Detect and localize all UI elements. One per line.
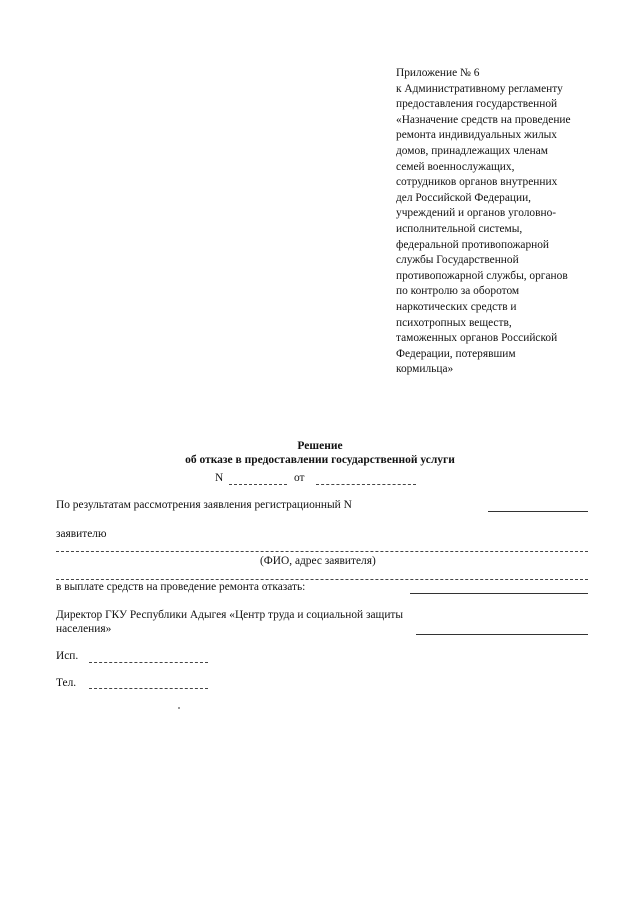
appendix-line: домов, принадлежащих членам <box>396 144 548 157</box>
document-title: Решение <box>297 440 343 452</box>
fio-caption: (ФИО, адрес заявителя) <box>260 555 376 567</box>
appendix-line: наркотических средств и <box>396 300 517 313</box>
refusal-text: в выплате средств на проведение ремонта отказать: <box>56 581 306 593</box>
appendix-line: к Административному регламенту <box>396 82 563 95</box>
scan-speck <box>178 707 180 709</box>
appendix-line: ремонта индивидуальных жилых <box>396 129 557 142</box>
appendix-line: психотропных веществ, <box>396 316 512 329</box>
appendix-line: противопожарной службы, органов <box>396 269 568 282</box>
phone-label: Тел. <box>56 677 77 689</box>
appendix-line: Приложение № 6 <box>396 67 480 79</box>
appendix-line: службы Государственной <box>396 254 519 267</box>
appendix-line: сотрудников органов внутренних <box>396 176 558 189</box>
executor-label: Исп. <box>56 650 79 662</box>
appendix-line: предоставления государственной <box>396 98 558 111</box>
appendix-line: семей военнослужащих, <box>396 160 515 173</box>
number-label: N <box>215 472 224 484</box>
number-blank <box>229 484 287 485</box>
phone-blank <box>89 688 208 689</box>
director-text-continued: населения» <box>56 623 112 635</box>
applicant-blank <box>56 551 588 552</box>
director-text: Директор ГКУ Республики Адыгея «Центр труда и социальной защиты <box>56 609 404 621</box>
registration-number-blank <box>488 511 588 512</box>
date-blank <box>316 484 416 485</box>
results-text: По результатам рассмотрения заявления регистрационный N <box>56 499 352 511</box>
appendix-line: по контролю за оборотом <box>396 285 520 298</box>
refusal-reason-blank <box>410 593 588 594</box>
appendix-line: таможенных органов Российской <box>396 332 558 345</box>
appendix-block <box>396 66 596 378</box>
document-subtitle: об отказе в предоставлении государственной услуги <box>185 454 455 466</box>
appendix-line: федеральной противопожарной <box>396 238 550 251</box>
appendix-line: учреждений и органов уголовно- <box>396 207 557 220</box>
date-label: от <box>294 472 305 484</box>
appendix-line: Федерации, потерявшим <box>396 347 516 360</box>
applicant-address-blank <box>56 579 588 580</box>
appendix-line: «Назначение средств на проведение <box>396 113 571 126</box>
appendix-line: кормильца» <box>396 363 454 376</box>
executor-blank <box>89 662 208 663</box>
appendix-line: дел Российской Федерации, <box>396 191 532 204</box>
applicant-label: заявителю <box>56 528 107 540</box>
appendix-line: исполнительной системы, <box>396 222 523 235</box>
director-signature-blank <box>416 634 588 635</box>
